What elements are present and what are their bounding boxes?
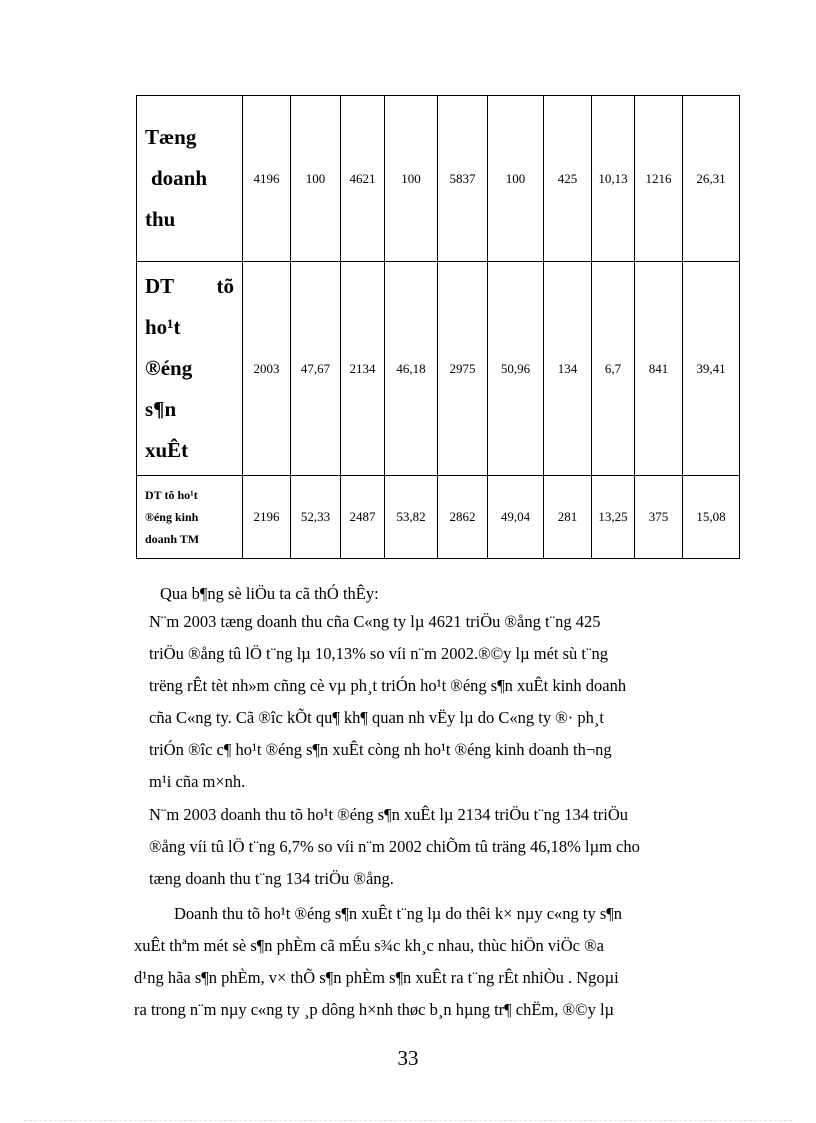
text-line: ra trong n¨m nµy c«ng ty ¸p dông h×nh thøc b¸n hµng tr¶ chËm, ®©y lµ (134, 1000, 615, 1019)
table-cell: 100 (488, 96, 544, 262)
row-label (137, 476, 243, 559)
table-cell: 2862 (438, 476, 488, 559)
table-cell: 10,13 (592, 96, 635, 262)
table-row-production-revenue (137, 262, 740, 476)
paragraph-2 (149, 799, 717, 895)
table-cell: 15,08 (683, 476, 740, 559)
table-caption: Qua b¶ng sè liÖu ta cã thÓ thÊy: (160, 584, 379, 603)
text-line: xuÊt thªm mét sè s¶n phÈm cã mÉu s¾c kh¸c nhau, thùc hiÖn viÖc ®a (134, 936, 604, 955)
table-cell: 2487 (341, 476, 385, 559)
table-cell: 5837 (438, 96, 488, 262)
table-cell: 6,7 (592, 262, 635, 476)
text-line: Doanh thu tõ ho¹t ®éng s¶n xuÊt t¨ng lµ do thêi k× nµy c«ng ty s¶n (174, 904, 623, 923)
table-cell: 39,41 (683, 262, 740, 476)
table-cell: 4621 (341, 96, 385, 262)
row-label-word: DT (145, 274, 175, 298)
table-cell: 2975 (438, 262, 488, 476)
row-label (137, 262, 243, 476)
text-line: N¨m 2003 tæng doanh thu cña C«ng ty lµ 4621 triÖu ®ång t¨ng 425 (149, 612, 601, 631)
row-label (137, 96, 243, 262)
footer-divider (24, 1120, 792, 1121)
row-label-line: doanh (151, 166, 208, 190)
table-cell: 26,31 (683, 96, 740, 262)
text-line: d¹ng hãa s¶n phÈm, v× thÕ s¶n phÈm s¶n xuÊt ra t¨ng rÊt nhiÒu . Ngoµi (134, 968, 619, 987)
row-label-line: doanh TM (145, 532, 200, 546)
text-line: tæng doanh thu t¨ng 134 triÖu ®ång. (149, 869, 394, 888)
table-cell: 46,18 (385, 262, 438, 476)
table-cell: 13,25 (592, 476, 635, 559)
text-line: triÓn ®îc c¶ ho¹t ®éng s¶n xuÊt còng nh ho¹t ®éng kinh doanh th¬ng (149, 740, 612, 759)
row-label-line: ®éng (145, 356, 193, 380)
table-cell: 2196 (243, 476, 291, 559)
revenue-table (136, 95, 740, 559)
table-cell: 841 (635, 262, 683, 476)
row-label-word: tõ (216, 274, 234, 298)
table-cell: 47,67 (291, 262, 341, 476)
text-line: trëng rÊt tèt nh»m cñng cè vµ ph¸t triÓn ho¹t ®éng s¶n xuÊt kinh doanh (149, 676, 627, 695)
table-cell: 100 (291, 96, 341, 262)
table-cell: 2003 (243, 262, 291, 476)
table-cell: 53,82 (385, 476, 438, 559)
row-label-line: s¶n (145, 397, 177, 421)
paragraph-3 (134, 898, 718, 1026)
text-line: cña C«ng ty. Cã ®îc kÕt qu¶ kh¶ quan nh vËy lµ do C«ng ty ®· ph¸t (149, 708, 604, 727)
table-cell: 100 (385, 96, 438, 262)
row-label-line: Tæng (145, 125, 197, 149)
row-label-line: ®éng kinh (145, 510, 199, 524)
table-cell: 1216 (635, 96, 683, 262)
table-cell: 4196 (243, 96, 291, 262)
page-number: 33 (397, 1046, 419, 1070)
row-label-line: thu (145, 207, 176, 231)
table-cell: 2134 (341, 262, 385, 476)
row-label-line: ho¹t (145, 315, 181, 339)
table-cell: 49,04 (488, 476, 544, 559)
text-line: m¹i cña m×nh. (149, 772, 246, 791)
row-label-line: xuÊt (145, 438, 189, 462)
table-cell: 134 (544, 262, 592, 476)
table-cell: 281 (544, 476, 592, 559)
text-line: N¨m 2003 doanh thu tõ ho¹t ®éng s¶n xuÊt lµ 2134 triÖu t¨ng 134 triÖu (149, 805, 629, 824)
table-cell: 52,33 (291, 476, 341, 559)
paragraph-1 (149, 606, 717, 798)
table-cell: 50,96 (488, 262, 544, 476)
row-label-line: DT tõ ho¹t (145, 488, 198, 502)
table-cell: 375 (635, 476, 683, 559)
text-line: ®ång víi tû lÖ t¨ng 6,7% so víi n¨m 2002 chiÕm tû träng 46,18% lµm cho (149, 837, 640, 856)
table-row-total-revenue (137, 96, 740, 262)
table-cell: 425 (544, 96, 592, 262)
table-row-trade-revenue (137, 476, 740, 559)
text-line: triÖu ®ång tû lÖ t¨ng lµ 10,13% so víi n¨m 2002.®©y lµ mét sù t¨ng (149, 644, 609, 663)
row-label-line (145, 266, 234, 307)
